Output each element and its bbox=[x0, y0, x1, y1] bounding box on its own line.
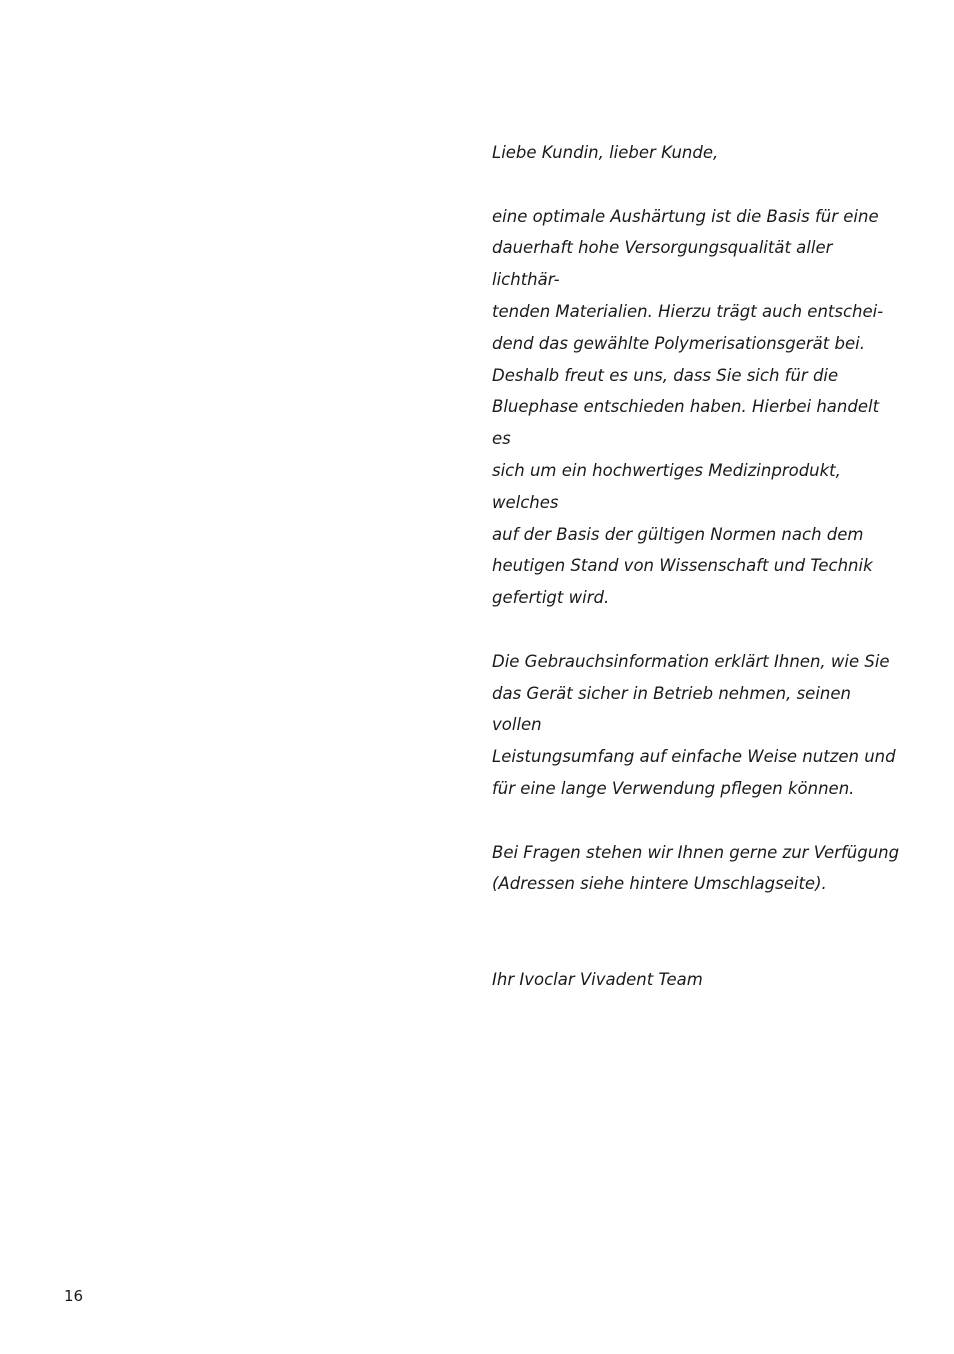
salutation: Liebe Kundin, lieber Kunde, bbox=[492, 143, 719, 162]
page-number: 16 bbox=[64, 1287, 84, 1305]
paragraph-instructions: Die Gebrauchsinformation erklärt Ihnen, wie Sie das Gerät sicher in Betrieb nehmen, seinen vollen Leistungsumfang auf einfache Weise nutzen und für eine lange Verwendung pflegen können. bbox=[492, 651, 896, 798]
letter-body bbox=[492, 137, 902, 996]
signature: Ihr Ivoclar Vivadent Team bbox=[492, 969, 703, 989]
paragraph-intro: eine optimale Aushärtung ist die Basis für eine dauerhaft hohe Versorgungsqualität aller lichthär- tenden Materialien. Hierzu trägt auch entschei- dend das gewählte Polymerisationsgerät bei. Deshalb freut es uns, dass Sie sich für die Bluephase entschieden haben. Hierbei handelt es sich um ein hochwertiges Medizinprodukt, welches auf der Basis der gültigen Normen nach dem heutigen Stand von Wissenschaft und Technik gefertigt wird. bbox=[492, 206, 884, 608]
paragraph-contact: Bei Fragen stehen wir Ihnen gerne zur Verfügung (Adressen siehe hintere Umschlagseite). bbox=[492, 842, 900, 894]
